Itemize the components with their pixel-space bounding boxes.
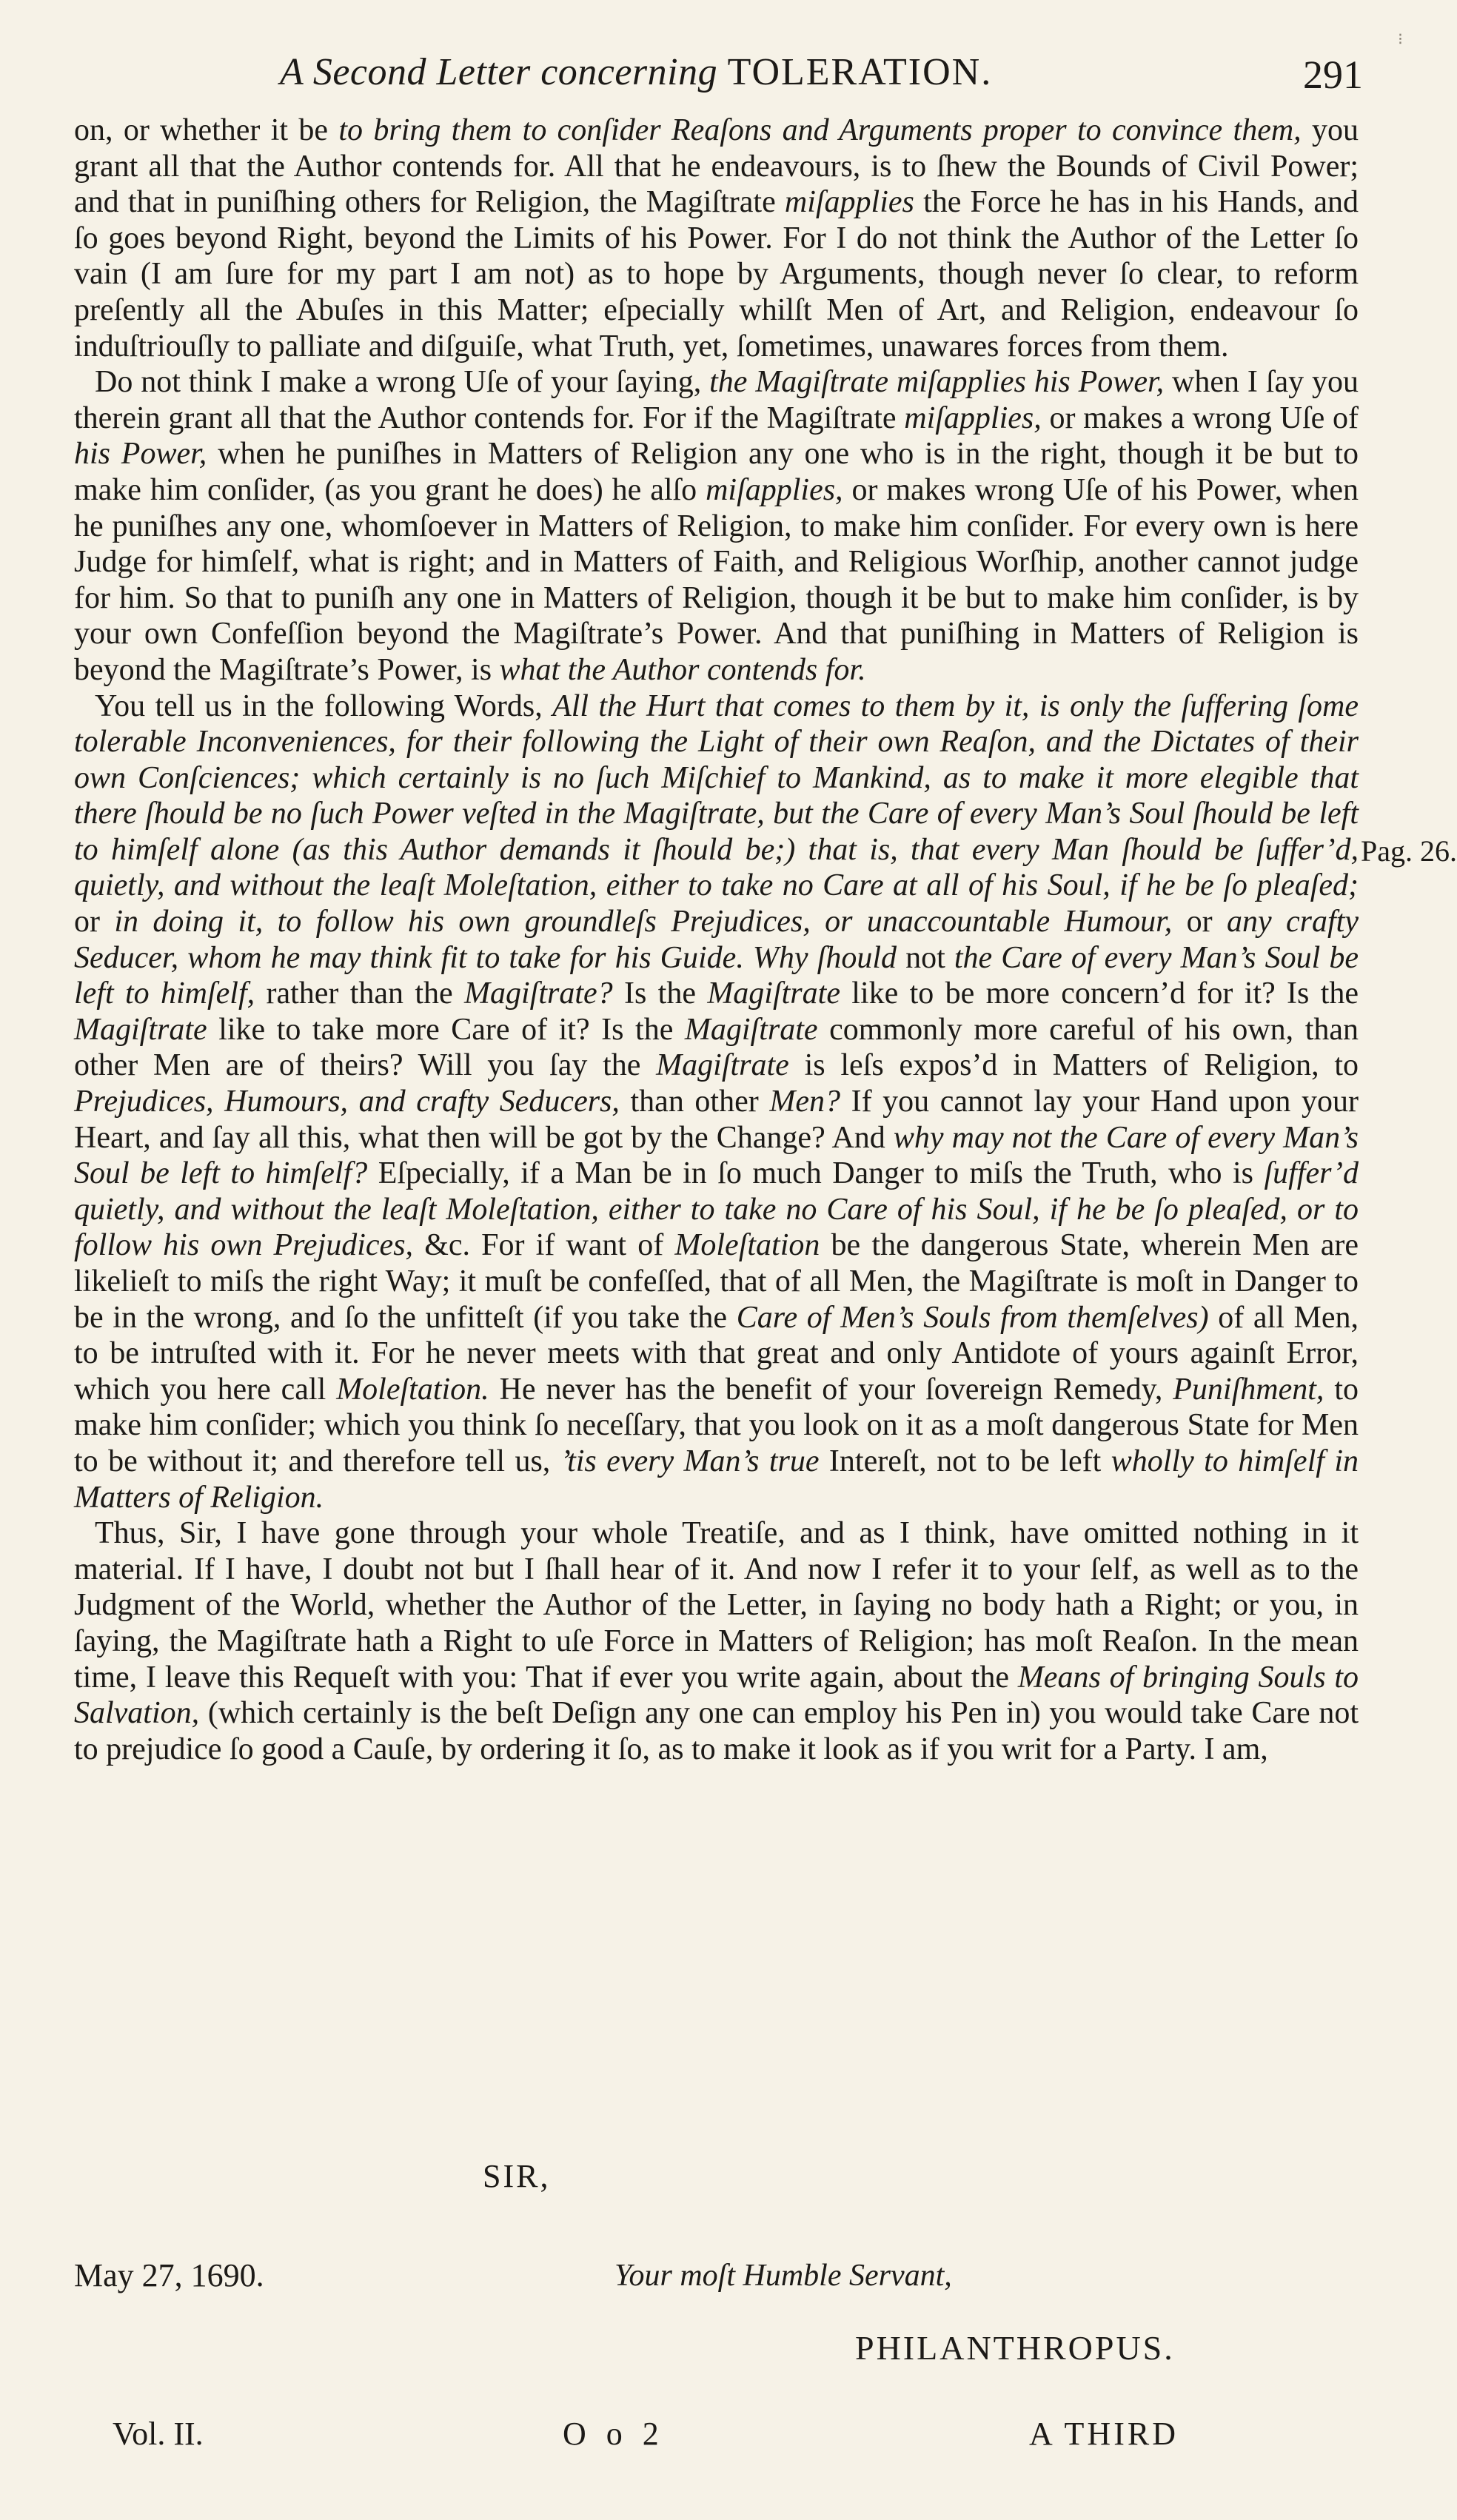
- italic-run: miſapplies: [784, 185, 914, 220]
- italic-run: Means of bringing Souls to Salvation,: [74, 1660, 1359, 1731]
- text-run: when I ſay you therein grant all that the Author contends for. For if the Magiſtrate: [74, 365, 1359, 435]
- volume-mark: Vol. II.: [113, 2416, 204, 2452]
- text-run: Do not think I make a wrong Uſe of your ſaying,: [95, 365, 710, 400]
- text-run: is leſs expos’d in Matters of Religion, to: [788, 1048, 1359, 1083]
- page-number: 291: [1303, 53, 1363, 97]
- italic-run: Care of Men’s Souls from themſelves): [736, 1300, 1209, 1335]
- text-run: Intereſt, not to be left: [819, 1444, 1111, 1478]
- italic-run: his Power,: [74, 437, 207, 472]
- body-text: [74, 113, 1359, 1767]
- text-run: He never has the benefit of your ſovereign Remedy,: [489, 1372, 1173, 1407]
- text-run: Thus, Sir, I have gone through your whole Treatiſe, and as I think, have omitted nothing in it material. If I have, I doubt not but I ſhall hear of it. And now I refer it to your ſelf, as well as to the Judgment of the World, whether the Author of the Letter, in ſaying no body hath a Right; or you, in ſaying, the Magiſtrate hath a Right to uſe Force in Matters of Religion; has moſt Reaſon. In the mean time, I leave this Requeſt with you: That if ever you write again, about the: [74, 1516, 1359, 1695]
- italic-run: the Magiſtrate miſapplies his Power,: [709, 365, 1165, 400]
- paragraph: [74, 364, 1359, 688]
- italic-run: Moleſtation: [674, 1228, 820, 1263]
- italic-run: Magiſtrate: [74, 1012, 207, 1047]
- text-run: not: [897, 940, 954, 975]
- text-run: on, or whether it be: [74, 113, 339, 147]
- marginal-reference: Pag. 26.: [1361, 834, 1457, 868]
- text-run: be the dangerous State, wherein Men are likelieſt to miſs the right Way; it muſt be confeſſed, that of all Men, the Magiſtrate is moſt in Danger to be in the wrong, and ſo the unfitteſt (if you take the: [74, 1228, 1359, 1335]
- italic-run: Puniſhment,: [1173, 1372, 1324, 1407]
- text-run: when he puniſhes in Matters of Religion any one who is in the right, though it be but to make him conſider, (as you grant he does) he alſo: [74, 437, 1359, 507]
- italic-run: Magiſtrate: [684, 1012, 818, 1047]
- text-run: &c. For if want of: [413, 1228, 675, 1263]
- text-run: rather than the: [255, 976, 465, 1011]
- italic-run: Men?: [769, 1085, 840, 1119]
- salutation: SIR,: [483, 2158, 551, 2194]
- text-run: the Force he has in his Hands, and ſo goes beyond Right, beyond the Limits of his Power. For I do not think the Author of the Letter ſo vain (I am ſure for my part I am not) as to hope by Arguments, though never ſo clear, to reform preſently all the Abuſes in this Matter; eſpecially whilſt Men of Art, and Religion, endeavour ſo induſtriouſly to palliate and diſguiſe, what Truth, yet, ſometimes, unawares forces from them.: [74, 185, 1359, 363]
- running-head: [280, 50, 992, 94]
- text-run: or makes wrong Uſe of his Power, when he puniſhes any one, whomſoever in Matters of Religion, to make him conſider. For every own is here Judge for himſelf, what is right; and in Matters of Faith, and Religious Worſhip, another cannot judge for him. So that to puniſh any one in Matters of Religion, though it be but to make him conſider, is by your own Confeſſion beyond the Magiſtrate’s Power. And that puniſhing in Matters of Religion is beyond the Magiſtrate’s Power, is: [74, 472, 1359, 687]
- corner-mark: ⁝: [1398, 30, 1403, 48]
- text-run: to make him conſider; which you think ſo neceſſary, that you look on it as a moſt dangerous State for Men to be without it; and therefore tell us,: [74, 1372, 1359, 1478]
- text-run: like to be more concern’d for it? Is the: [840, 976, 1359, 1011]
- text-run: Is the: [612, 976, 708, 1011]
- running-head-caps: TOLERATION.: [727, 51, 993, 93]
- text-run: you grant all that the Author contends for. All that he endeavours, is to ſhew the Bounds of Civil Power; and that in puniſhing others for Religion, the Magiſtrate: [74, 113, 1359, 220]
- italic-run: All the Hurt that comes to them by it, is only the ſuffering ſome tolerable Inconveniences, for their following the Light of their own Reaſon, and the Dictates of their own Conſciences;: [74, 688, 1359, 795]
- text-run: or: [74, 905, 115, 939]
- letter-date: May 27, 1690.: [74, 2257, 264, 2293]
- text-run: or: [1172, 905, 1227, 939]
- italic-run: why may not the Care of every Man’s Soul be left to himſelf?: [74, 1120, 1359, 1191]
- paragraph: [74, 688, 1359, 1516]
- italic-run: what the Author contends for.: [499, 652, 866, 687]
- text-run: than other: [619, 1085, 770, 1119]
- italic-run: miſapplies,: [706, 472, 843, 507]
- italic-run: wholly to himſelf in Matters of Religion.: [74, 1444, 1359, 1515]
- signature: PHILANTHROPUS.: [855, 2329, 1175, 2367]
- italic-run: which certainly is no ſuch Miſchief to Mankind, as to make it more elegible that there ſhould be no ſuch Power veſted in the Magiſtrate, but the Care of every Man’s Soul ſhould be left to himſelf alone (as this Author demands it ſhould be;) that is, that every Man ſhould be ſuffer’d, quietly, and without the leaſt Moleſtation, either to take no Care at all of his Soul, if he be ſo pleaſed;: [74, 760, 1359, 903]
- text-run: of all Men, to be intruſted with it. For he never meets with that great and only Antidote of yours againſt Error, which you here call: [74, 1300, 1359, 1407]
- text-run: You tell us in the following Words,: [95, 688, 553, 723]
- italic-run: Magiſtrate: [656, 1048, 789, 1083]
- italic-run: to bring them to conſider Reaſons and Arguments proper to convince them,: [338, 113, 1302, 147]
- text-run: Eſpecially, if a Man be in ſo much Danger to miſs the Truth, who is: [367, 1156, 1265, 1191]
- text-run: If you cannot lay your Hand upon your Heart, and ſay all this, what then will be got by the Change? And: [74, 1085, 1359, 1155]
- valediction: Your moſt Humble Servant,: [614, 2259, 952, 2293]
- text-run: (which certainly is the beſt Deſign any one can employ his Pen in) you would take Care not to prejudice ſo good a Cauſe, by ordering it ſo, as to make it look as if you writ for a Party. I am,: [74, 1696, 1359, 1766]
- text-run: [300, 761, 312, 795]
- italic-run: Magiſtrate: [707, 976, 840, 1011]
- italic-run: miſapplies,: [904, 401, 1042, 435]
- text-run: or makes a wrong Uſe of: [1041, 401, 1359, 435]
- italic-run: ’tis every Man’s true: [560, 1444, 820, 1478]
- paragraph: [74, 1515, 1359, 1767]
- text-run: like to take more Care of it? Is the: [207, 1012, 685, 1047]
- italic-run: ſuffer’d quietly, and without the leaſt Moleſtation, either to take no Care of his Soul, if he be ſo pleaſed, or to follow his own Prejudices,: [74, 1156, 1359, 1263]
- italic-run: in doing it, to follow his own groundleſs Prejudices, or unaccountable Humour,: [114, 905, 1173, 939]
- catchword: A THIRD: [1029, 2416, 1179, 2452]
- italic-run: any crafty Seducer, whom he may think fit to take for his Guide. Why ſhould: [74, 905, 1359, 975]
- text-run: commonly more careful of his own, than other Men are of theirs? Will you ſay the: [74, 1012, 1359, 1083]
- printer-signature-mark: O o 2: [563, 2416, 665, 2452]
- running-head-italic: A Second Letter concerning: [280, 51, 718, 93]
- paragraph: [74, 113, 1359, 364]
- italic-run: Magiſtrate?: [464, 976, 613, 1011]
- italic-run: the Care of every Man’s Soul be left to himſelf,: [74, 940, 1359, 1011]
- italic-run: Prejudices, Humours, and crafty Seducers,: [74, 1085, 620, 1119]
- italic-run: Moleſtation.: [336, 1372, 489, 1407]
